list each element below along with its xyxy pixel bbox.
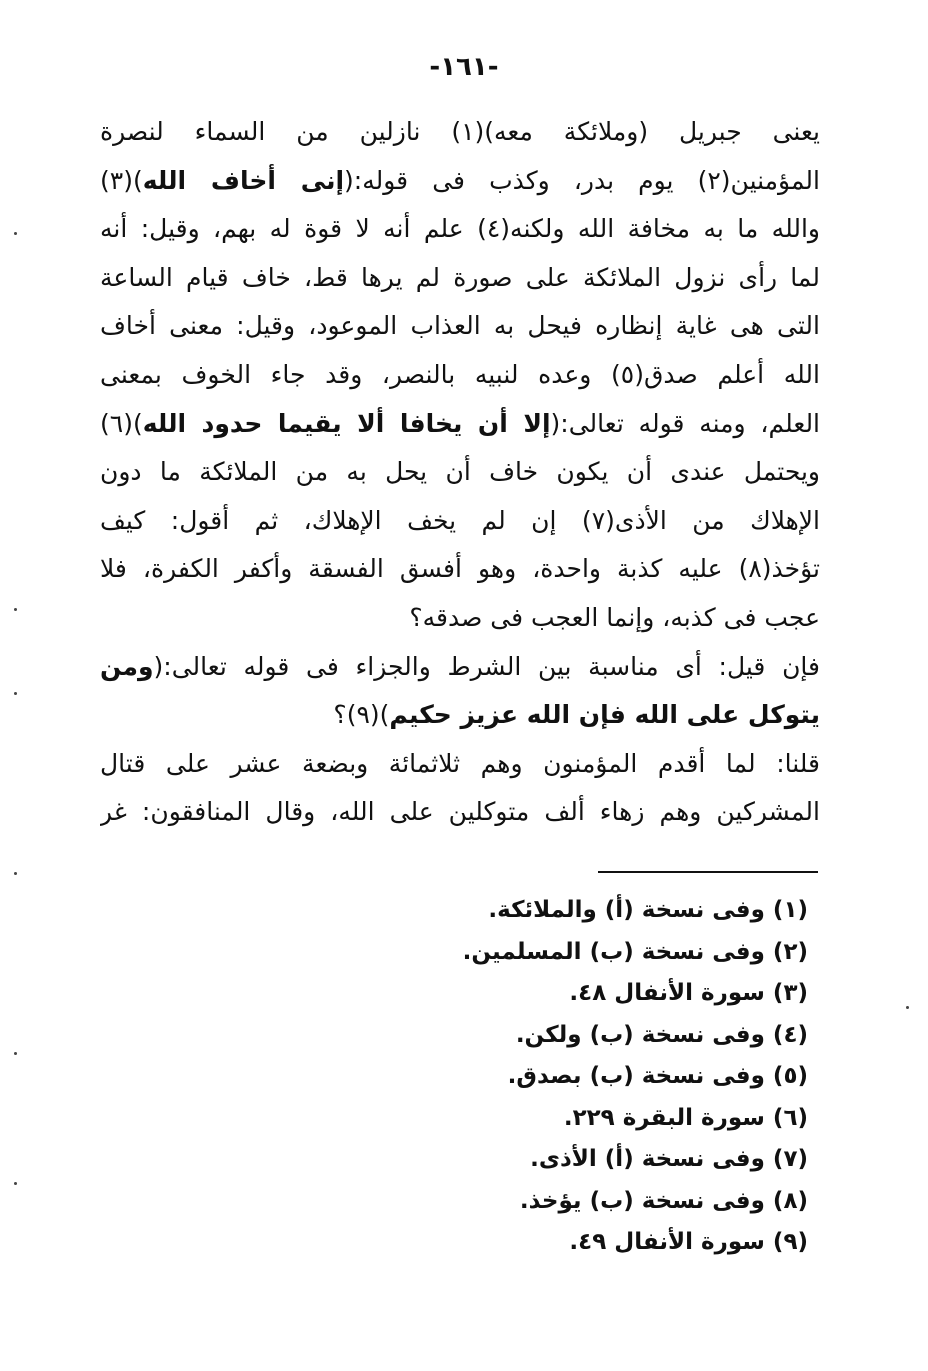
text-line [100,400,820,449]
scan-speck [14,872,17,875]
footnote: (١) وفى نسخة (أ) والملائكة. [488,897,808,923]
text-run: الله أعلم صدق(٥) وعده لنبيه بالنصر، وقد جاء الخوف بمعنى [100,359,820,389]
text-line [100,254,820,303]
text-run: يعنى جبريل (وملائكة معه)(١) نازلين من السماء لنصرة [100,117,820,146]
quran-quote: إنى أخاف الله [142,165,345,195]
text-run: ويحتمل عندى أن يكون خاف أن يحل به من الملائكة ما دون [100,457,820,487]
main-text [100,108,820,837]
scan-speck [14,1182,17,1185]
quran-quote: ومن [100,651,154,681]
text-line [100,740,820,789]
scan-speck [14,608,17,611]
text-run: )(٦) [100,408,143,438]
footnote: (٦) سورة البقرة ٢٢٩. [563,1104,808,1131]
text-run: )(٩)؟ [333,700,390,730]
footnote: (٧) وفى نسخة (أ) الأذى. [530,1146,808,1172]
text-run: المشركين وهم زهاء ألف متوكلين على الله، وقال المنافقون: غر [100,797,820,827]
text-line [100,205,820,254]
scan-speck [906,1006,909,1009]
text-line [100,497,820,546]
footnote: (٢) وفى نسخة (ب) المسلمين. [462,938,808,965]
footnote: (٣) سورة الأنفال ٤٨. [569,980,808,1006]
text-run: لما رأى نزول الملائكة على صورة لم يرها قط، خاف قيام الساعة [100,262,820,292]
text-line [100,691,820,740]
text-line [100,448,820,497]
text-run: والله ما به مخافة الله ولكنه(٤) علم أنه لا قوة له بهم، وقيل: أنه [100,214,820,244]
page-number: -١٦١- [429,52,499,82]
text-line [100,643,820,692]
footnotes [380,890,808,1264]
footnote: (٥) وفى نسخة (ب) بصدق. [507,1063,808,1089]
text-run: العلم، ومنه قوله تعالى:( [550,408,820,438]
quran-quote: يتوكل على الله فإن الله عزيز حكيم [389,700,820,730]
text-run: تؤخذ(٨) عليه كذبة واحدة، وهو أفسق الفسقة وأكفر الكفرة، فلا [100,554,820,584]
text-line [100,788,820,837]
footnote-separator [598,871,818,873]
text-line [100,157,820,206]
text-line [100,594,820,643]
text-run: )(٣) [100,165,143,195]
footnote: (٤) وفى نسخة (ب) ولكن. [515,1021,808,1048]
text-line [100,108,820,157]
text-run: الإهلاك من الأذى(٧) إن لم يخف الإهلاك، ثم أقول: كيف [100,505,820,535]
text-run: عجب فى كذبه، وإنما العجب فى صدقه؟ [409,602,820,632]
text-run: المؤمنين(٢) يوم بدر، وكذب فى قوله:( [344,165,820,195]
text-line [100,302,820,351]
quran-quote: إلا أن يخافا ألا يقيما حدود الله [142,408,551,438]
footnote: (٨) وفى نسخة (ب) يؤخذ. [519,1187,808,1214]
text-line [100,351,820,400]
scan-speck [14,1052,17,1055]
scan-speck [14,232,17,235]
footnote: (٩) سورة الأنفال ٤٩. [569,1229,808,1255]
text-run: فإن قيل: أى مناسبة بين الشرط والجزاء فى قوله تعالى:( [153,651,820,681]
text-run: قلنا: لما أقدم المؤمنون وهم ثلاثمائة وبضعة عشر على قتال [100,748,820,778]
scan-speck [14,692,17,695]
text-run: التى هى غاية إنظاره فيحل به العذاب الموعود، وقيل: معنى أخاف [100,311,820,341]
text-line [100,545,820,594]
